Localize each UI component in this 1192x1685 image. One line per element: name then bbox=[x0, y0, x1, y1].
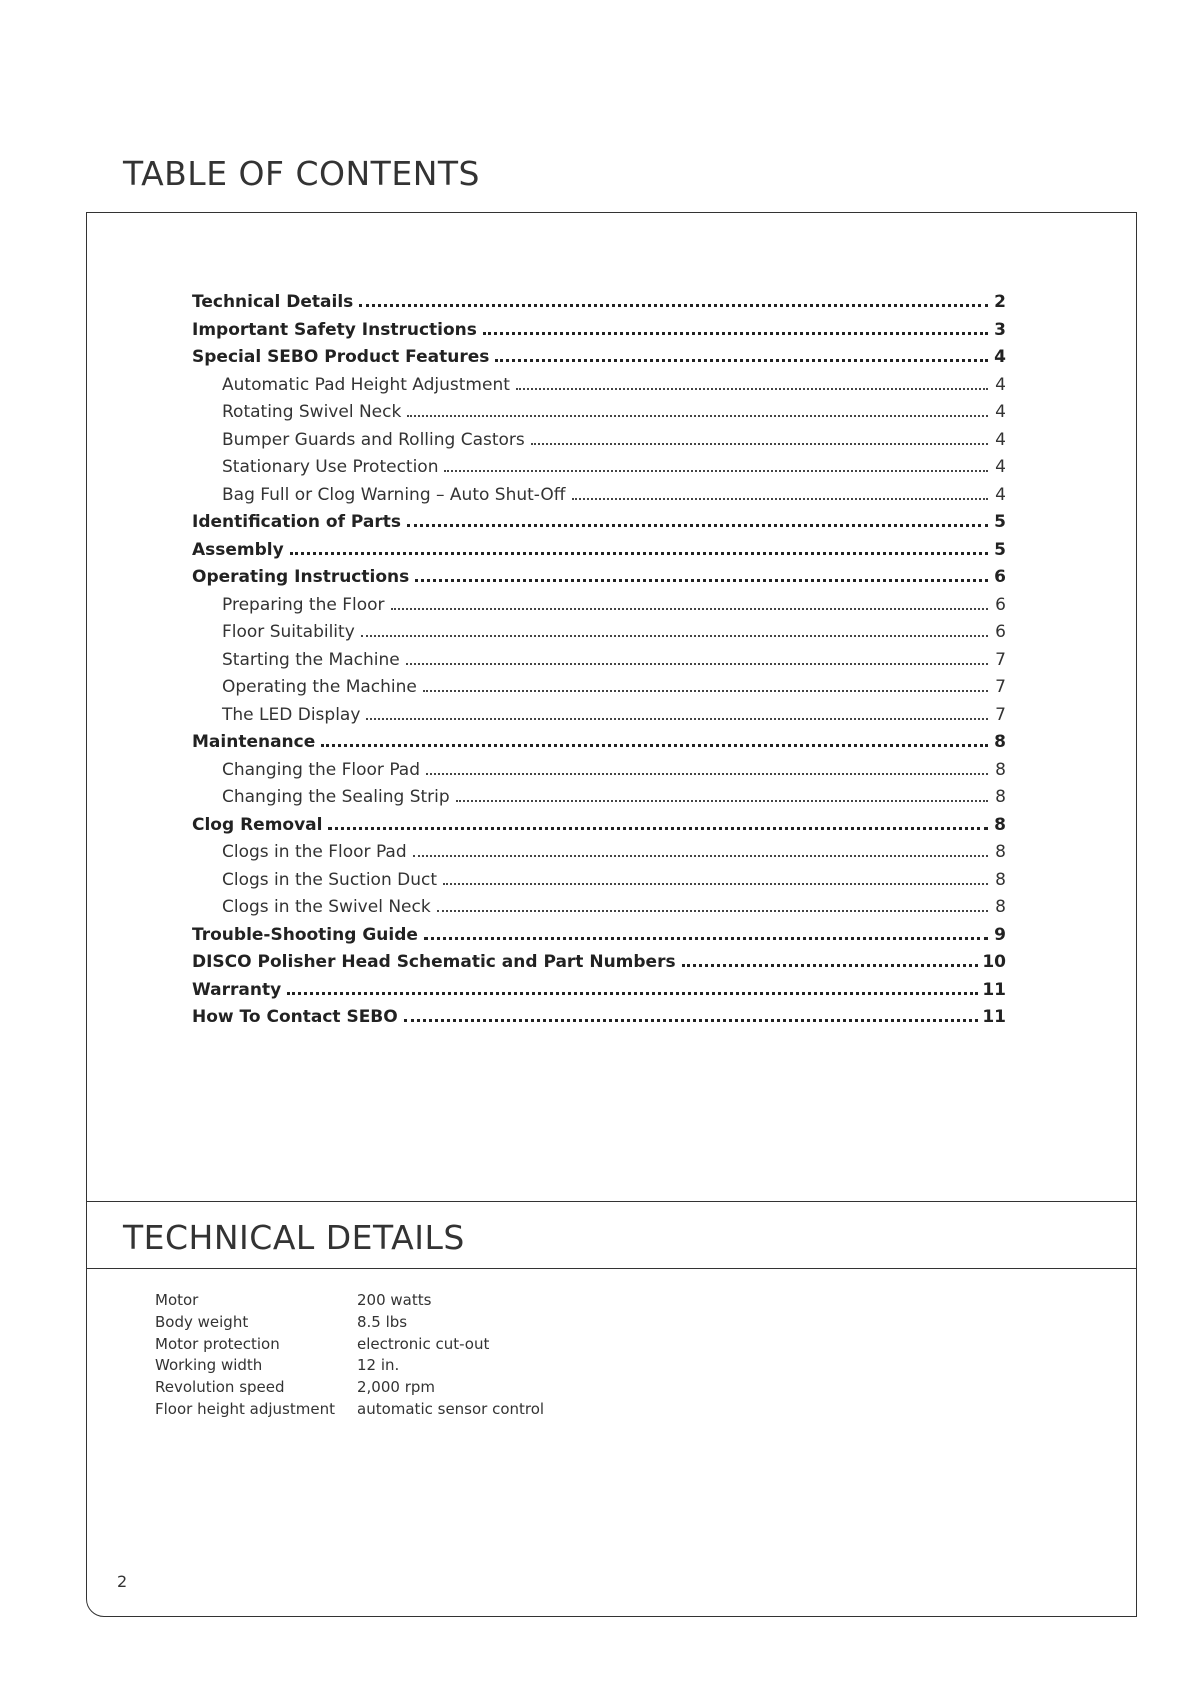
toc-entry-label: Maintenance bbox=[192, 732, 316, 752]
toc-entry-page: 8 bbox=[995, 897, 1006, 917]
toc-subentry bbox=[192, 427, 1006, 455]
toc-entry-page: 7 bbox=[995, 649, 1006, 670]
dot-leader bbox=[437, 906, 988, 912]
spec-label: Floor height adjustment bbox=[155, 1399, 335, 1418]
toc-entry-label: Special SEBO Product Features bbox=[192, 347, 490, 367]
toc-entry-label: Clog Removal bbox=[192, 814, 323, 835]
dot-leader bbox=[406, 659, 988, 665]
dot-leader bbox=[426, 769, 988, 775]
toc-entry-page: 8 bbox=[995, 869, 1006, 890]
toc-entry-label: DISCO Polisher Head Schematic and Part Numbers bbox=[192, 952, 676, 972]
dot-leader bbox=[407, 411, 988, 417]
toc-entry-label: Rotating Swivel Neck bbox=[222, 402, 402, 422]
dot-leader bbox=[413, 851, 988, 857]
toc-entry-label: Bumper Guards and Rolling Castors bbox=[222, 429, 525, 450]
spec-label: Motor protection bbox=[155, 1334, 280, 1353]
page-number: 2 bbox=[117, 1572, 128, 1591]
toc-entry-label: Preparing the Floor bbox=[222, 594, 385, 615]
section-divider bbox=[86, 1268, 1137, 1269]
spec-value: automatic sensor control bbox=[357, 1399, 545, 1418]
toc-subentry bbox=[192, 702, 1006, 730]
dot-leader bbox=[483, 328, 988, 335]
toc-entry-page: 5 bbox=[994, 512, 1006, 532]
toc-entry-label: Trouble-Shooting Guide bbox=[192, 924, 418, 945]
toc-entry-label: Stationary Use Protection bbox=[222, 457, 439, 477]
spec-row bbox=[155, 1312, 544, 1334]
toc-entry-page: 4 bbox=[995, 374, 1006, 395]
toc-entry bbox=[192, 564, 1006, 592]
toc-entry-page: 8 bbox=[995, 787, 1006, 807]
toc-entry-page: 4 bbox=[995, 402, 1006, 422]
toc-entry-page: 4 bbox=[995, 484, 1006, 505]
dot-leader bbox=[366, 714, 988, 720]
toc-subentry bbox=[192, 399, 1006, 427]
toc-entry bbox=[192, 977, 1006, 1005]
toc-entry-label: Changing the Sealing Strip bbox=[222, 787, 450, 807]
toc-entry-page: 6 bbox=[995, 622, 1006, 642]
dot-leader bbox=[572, 494, 988, 500]
toc-entry-label: Identification of Parts bbox=[192, 512, 401, 532]
toc-entry-page: 9 bbox=[994, 924, 1006, 945]
toc-entry-page: 6 bbox=[995, 594, 1006, 615]
dot-leader bbox=[391, 604, 988, 610]
specs-table bbox=[155, 1290, 544, 1421]
spec-row bbox=[155, 1334, 544, 1356]
toc-entry bbox=[192, 509, 1006, 537]
toc-entry-page: 4 bbox=[995, 429, 1006, 450]
toc-entry-page: 4 bbox=[994, 347, 1006, 367]
dot-leader bbox=[423, 686, 988, 692]
toc-entry-page: 8 bbox=[994, 814, 1006, 835]
toc-entry-page: 7 bbox=[995, 677, 1006, 697]
dot-leader bbox=[682, 960, 979, 967]
dot-leader bbox=[456, 796, 988, 802]
toc-subentry bbox=[192, 674, 1006, 702]
spec-value: 8.5 lbs bbox=[357, 1312, 408, 1331]
toc-entry bbox=[192, 317, 1006, 345]
toc-entry-page: 2 bbox=[994, 292, 1006, 312]
toc-entry-label: The LED Display bbox=[222, 704, 361, 725]
dot-leader bbox=[407, 520, 988, 527]
toc-entry-label: Clogs in the Floor Pad bbox=[222, 842, 407, 862]
toc-entry-page: 5 bbox=[994, 539, 1006, 560]
toc-entry-label: Operating the Machine bbox=[222, 677, 417, 697]
toc-entry bbox=[192, 922, 1006, 950]
toc-entry-page: 8 bbox=[995, 842, 1006, 862]
spec-value: 200 watts bbox=[357, 1291, 432, 1309]
dot-leader bbox=[404, 1015, 979, 1022]
toc-subentry bbox=[192, 784, 1006, 812]
toc-entry-label: Bag Full or Clog Warning – Auto Shut-Off bbox=[222, 484, 566, 505]
toc-entry-page: 11 bbox=[982, 979, 1006, 1000]
dot-leader bbox=[359, 300, 988, 307]
toc-entry bbox=[192, 729, 1006, 757]
toc-entry-page: 11 bbox=[982, 1007, 1006, 1027]
toc-entry-label: Important Safety Instructions bbox=[192, 319, 477, 340]
toc-subentry bbox=[192, 619, 1006, 647]
dot-leader bbox=[328, 823, 988, 830]
toc-entry bbox=[192, 537, 1006, 565]
spec-value: 12 in. bbox=[357, 1356, 400, 1375]
toc-entry bbox=[192, 344, 1006, 372]
toc-entry-label: Warranty bbox=[192, 979, 282, 1000]
toc-entry bbox=[192, 812, 1006, 840]
toc-entry-page: 8 bbox=[994, 732, 1006, 752]
toc-entry-page: 3 bbox=[994, 319, 1006, 340]
toc-entry-page: 7 bbox=[995, 704, 1006, 725]
dot-leader bbox=[424, 933, 988, 940]
spec-label: Motor bbox=[155, 1291, 199, 1309]
toc-entry bbox=[192, 949, 1006, 977]
toc-list bbox=[192, 289, 1006, 1032]
toc-entry-label: Changing the Floor Pad bbox=[222, 759, 421, 780]
toc-entry-label: How To Contact SEBO bbox=[192, 1007, 398, 1027]
toc-entry-page: 4 bbox=[995, 457, 1006, 477]
toc-entry bbox=[192, 1004, 1006, 1032]
toc-subentry bbox=[192, 839, 1006, 867]
dot-leader bbox=[287, 988, 978, 995]
spec-row bbox=[155, 1290, 544, 1312]
toc-entry-page: 10 bbox=[982, 952, 1006, 972]
spec-label: Working width bbox=[155, 1356, 263, 1375]
spec-value: 2,000 rpm bbox=[357, 1378, 436, 1397]
toc-entry-label: Floor Suitability bbox=[222, 622, 355, 642]
toc-subentry bbox=[192, 372, 1006, 400]
toc-entry-label: Clogs in the Swivel Neck bbox=[222, 897, 431, 917]
toc-subentry bbox=[192, 867, 1006, 895]
dot-leader bbox=[290, 548, 988, 555]
toc-entry-label: Starting the Machine bbox=[222, 649, 400, 670]
toc-subentry bbox=[192, 894, 1006, 922]
spec-row bbox=[155, 1355, 544, 1377]
spec-label: Body weight bbox=[155, 1312, 249, 1331]
dot-leader bbox=[495, 355, 988, 362]
toc-entry-label: Operating Instructions bbox=[192, 567, 410, 587]
dot-leader bbox=[361, 631, 988, 637]
spec-label: Revolution speed bbox=[155, 1378, 285, 1397]
toc-subentry bbox=[192, 482, 1006, 510]
toc-subentry bbox=[192, 647, 1006, 675]
dot-leader bbox=[321, 740, 988, 747]
dot-leader bbox=[516, 384, 988, 390]
dot-leader bbox=[443, 879, 988, 885]
spec-value: electronic cut-out bbox=[357, 1334, 490, 1353]
dot-leader bbox=[444, 466, 988, 472]
spec-row bbox=[155, 1399, 544, 1421]
dot-leader bbox=[531, 439, 988, 445]
toc-title: TABLE OF CONTENTS bbox=[123, 154, 480, 193]
toc-subentry bbox=[192, 592, 1006, 620]
technical-details-title: TECHNICAL DETAILS bbox=[123, 1218, 465, 1257]
toc-subentry bbox=[192, 454, 1006, 482]
toc-entry bbox=[192, 289, 1006, 317]
section-divider bbox=[86, 1201, 1137, 1202]
dot-leader bbox=[415, 575, 988, 582]
toc-entry-label: Assembly bbox=[192, 539, 284, 560]
spec-row bbox=[155, 1377, 544, 1399]
toc-entry-label: Clogs in the Suction Duct bbox=[222, 869, 438, 890]
toc-entry-label: Technical Details bbox=[192, 292, 354, 312]
toc-subentry bbox=[192, 757, 1006, 785]
toc-entry-page: 8 bbox=[995, 759, 1006, 780]
toc-entry-page: 6 bbox=[994, 567, 1006, 587]
toc-entry-label: Automatic Pad Height Adjustment bbox=[222, 374, 510, 395]
